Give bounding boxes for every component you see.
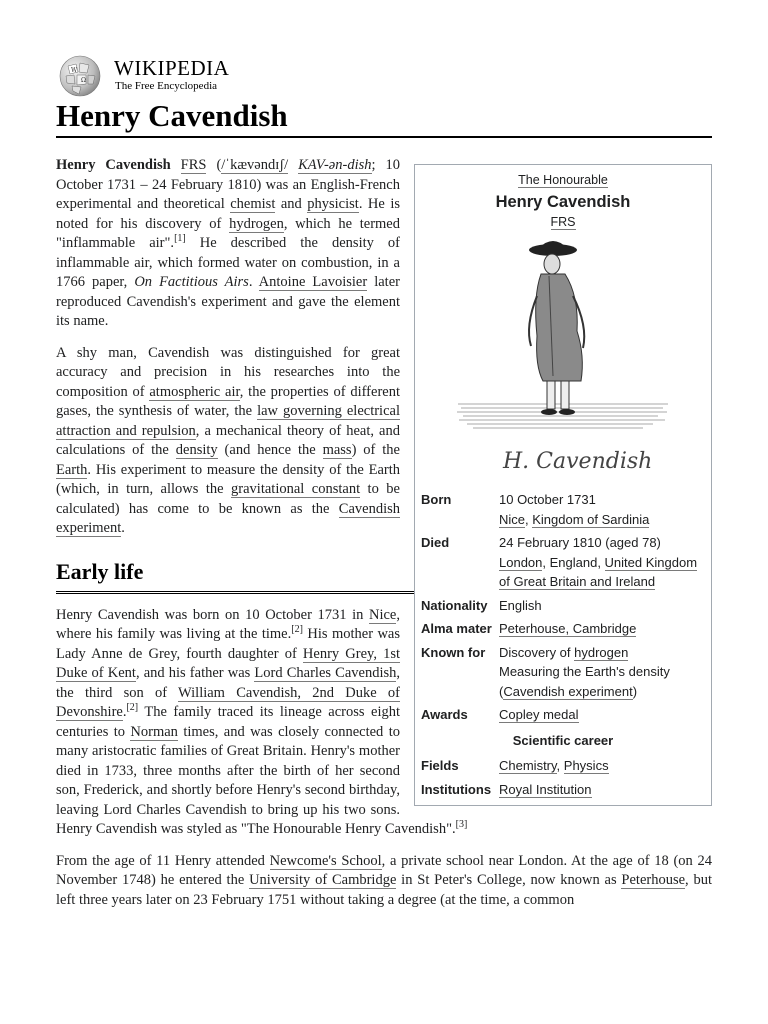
article-content xyxy=(56,156,712,922)
svg-text:W: W xyxy=(71,67,78,74)
inst-link[interactable]: Royal Institution xyxy=(499,781,592,797)
cavendish-experiment-link[interactable]: Cavendish experiment xyxy=(56,500,400,536)
text: , the properties of different gases, the synthesis of water, the xyxy=(56,383,400,419)
gravitational-constant-link[interactable]: gravitational constant xyxy=(231,481,361,497)
henry-grey-link[interactable]: Henry Grey, 1st Duke of Kent xyxy=(56,645,401,681)
text: , but left three years later on 23 February 1751 without taking a degree (at the time, a common xyxy=(56,872,712,908)
text xyxy=(288,157,298,173)
text: ( xyxy=(206,157,222,173)
wikipedia-globe-icon[interactable] xyxy=(56,54,104,98)
nice-link[interactable]: Nice xyxy=(369,606,397,623)
died-london-link[interactable]: London xyxy=(499,554,543,570)
lead-name: Henry Cavendish xyxy=(56,157,171,173)
born-label: Born xyxy=(421,492,452,507)
text: He described the density of inflammable air, which formed water on combustion, in a 1766 paper, xyxy=(56,235,400,290)
coulomb-law-link[interactable]: law governing electrical attraction and repulsion xyxy=(56,403,400,439)
paper-title: On Factitious Airs xyxy=(134,274,249,290)
physicist-link[interactable]: physicist xyxy=(307,196,359,212)
frs-link[interactable]: FRS xyxy=(180,157,207,173)
peterhouse-link[interactable]: Peterhouse xyxy=(621,872,686,888)
known-open: ( xyxy=(499,683,504,699)
wikipedia-tagline: The Free Encyclopedia xyxy=(115,80,218,92)
inst-label: Institutions xyxy=(421,781,492,797)
text: ; 10 October 1731 – 24 February 1810) was an English-French experimental and theoretical xyxy=(56,157,400,212)
ref-3-link[interactable]: [3] xyxy=(455,819,468,830)
died-uk-link[interactable]: United Kingdom of Great Britain and Ireland xyxy=(499,554,698,589)
ipa-link[interactable]: /ˈkævəndɪʃ/ xyxy=(221,157,289,173)
text: and xyxy=(275,196,308,212)
died-label: Died xyxy=(421,535,450,550)
fields-chem-link[interactable]: Chemistry xyxy=(499,758,557,773)
text: , the third son of xyxy=(56,665,400,701)
text: . His experiment to measure the density of the Earth (which, in turn, allows the xyxy=(56,461,400,497)
text: , a mechanical theory of heat, and calculations of the xyxy=(56,422,400,458)
died-date: 24 February 1810 (aged 78) xyxy=(499,535,661,550)
text: , where his family was living at the time. xyxy=(56,606,400,642)
infobox-table xyxy=(421,488,705,801)
density-link[interactable]: density xyxy=(175,442,218,458)
earth-link[interactable]: Earth xyxy=(56,461,88,478)
section-heading-early-life: Early life xyxy=(56,557,712,594)
known-hydrogen-link[interactable]: hydrogen xyxy=(574,644,629,660)
known-label: Known for xyxy=(421,644,486,660)
fields-phys-link[interactable]: Physics xyxy=(563,758,609,773)
infobox-row-known xyxy=(421,641,705,704)
text: in St Peter's College, now known as xyxy=(396,872,622,888)
known-exp-link[interactable]: Cavendish experiment xyxy=(503,683,633,699)
portrait-image[interactable] xyxy=(453,236,673,486)
text: later reproduced Cavendish's experiment and gave the element its name. xyxy=(56,274,400,329)
fields-label: Fields xyxy=(421,758,459,773)
known-pre: Discovery of xyxy=(499,644,575,660)
text: , which he termed "inflammable air". xyxy=(56,215,400,251)
page-title: Henry Cavendish xyxy=(56,96,712,138)
william-cavendish-link[interactable]: William Cavendish, 2nd Duke of Devonshire xyxy=(56,684,401,720)
infobox-row-awards xyxy=(421,703,705,727)
text: His mother was Lady Anne de Grey, fourth daughter of xyxy=(56,626,401,662)
ref-1-link[interactable]: [1] xyxy=(174,233,186,244)
infobox-row-institutions xyxy=(421,778,705,802)
atmospheric-air-link[interactable]: atmospheric air xyxy=(149,383,240,400)
early-life-paragraph-2 xyxy=(56,852,712,911)
awards-link[interactable]: Copley medal xyxy=(499,707,579,722)
career-header: Scientific career xyxy=(512,732,614,748)
awards-label: Awards xyxy=(421,707,468,722)
norman-link[interactable]: Norman xyxy=(130,723,178,740)
infobox xyxy=(414,164,712,806)
infobox-row-died xyxy=(421,531,705,594)
infobox-name: Henry Cavendish xyxy=(495,192,631,211)
text: . xyxy=(122,704,127,720)
text: ) of the xyxy=(351,442,400,458)
text: Henry Cavendish was born on 10 October 1731 in xyxy=(56,606,369,623)
infobox-row-career xyxy=(421,727,705,755)
infobox-row-alma xyxy=(421,617,705,641)
born-date: 10 October 1731 xyxy=(499,492,596,507)
text: . He is noted for his discovery of xyxy=(56,196,400,232)
infobox-row-nationality xyxy=(421,594,705,618)
wikipedia-header[interactable] xyxy=(56,54,256,98)
born-nice-link[interactable]: Nice xyxy=(499,511,526,527)
alma-link[interactable]: Peterhouse, Cambridge xyxy=(499,621,637,636)
hydrogen-link[interactable]: hydrogen xyxy=(229,215,284,232)
born-sep: , xyxy=(525,511,533,527)
died-sep: , England, xyxy=(542,554,605,570)
pronunciation-link[interactable]: KAV-ən-dish xyxy=(298,157,372,173)
signature-text: H. Cavendish xyxy=(503,449,653,474)
text: , and his father was xyxy=(135,665,255,681)
nationality-label: Nationality xyxy=(421,597,488,613)
mass-link[interactable]: mass xyxy=(322,442,352,458)
university-of-cambridge-link[interactable]: University of Cambridge xyxy=(249,872,397,888)
text: , a private school near London. At the age of 18 (on 24 November 1748) he entered the xyxy=(56,852,712,888)
text: (and hence the xyxy=(217,442,323,458)
lord-charles-cavendish-link[interactable]: Lord Charles Cavendish xyxy=(254,665,397,681)
infobox-honorific-link[interactable]: The Honourable xyxy=(518,173,608,187)
svg-text:Ω: Ω xyxy=(81,77,86,84)
known-close: ) xyxy=(632,683,638,699)
ref-2a-link[interactable]: [2] xyxy=(291,624,303,635)
chemist-link[interactable]: chemist xyxy=(230,196,276,212)
known-line2: Measuring the Earth's density xyxy=(499,664,670,679)
wikipedia-wordmark: WIKIPEDIA xyxy=(114,56,230,80)
text: . xyxy=(121,520,125,536)
alma-label: Alma mater xyxy=(421,621,492,636)
born-kingdom-link[interactable]: Kingdom of Sardinia xyxy=(532,511,650,527)
nationality-value: English xyxy=(499,597,542,613)
text: The family traced its lineage across eight centuries to xyxy=(56,704,400,740)
newcomes-school-link[interactable]: Newcome's School xyxy=(269,852,382,869)
infobox-row-born xyxy=(421,488,705,531)
fields-sep: , xyxy=(556,758,564,773)
text: A shy man, Cavendish was distinguished for great accuracy and precision in his researches into the composition of xyxy=(56,344,400,400)
text: times, and was closely connected to many aristocratic families of Great Britain. Henry's mother died in 1733, three months after the birth of her second son, Frederick, and shortly before Henry's second birthday, leaving Lord Charles Cavendish to bring up his two sons. Henry Cavendish was styled as "The Honourable Henry Cavendish". xyxy=(56,723,456,837)
text: to be calculated) has come to be known as the xyxy=(56,481,400,517)
text: . xyxy=(248,274,259,290)
infobox-row-fields xyxy=(421,754,705,778)
lavoisier-link[interactable]: Antoine Lavoisier xyxy=(258,274,368,290)
text: From the age of 11 Henry attended xyxy=(56,852,270,869)
infobox-frs-link[interactable]: FRS xyxy=(550,214,576,229)
ref-2b-link[interactable]: [2] xyxy=(126,702,139,713)
